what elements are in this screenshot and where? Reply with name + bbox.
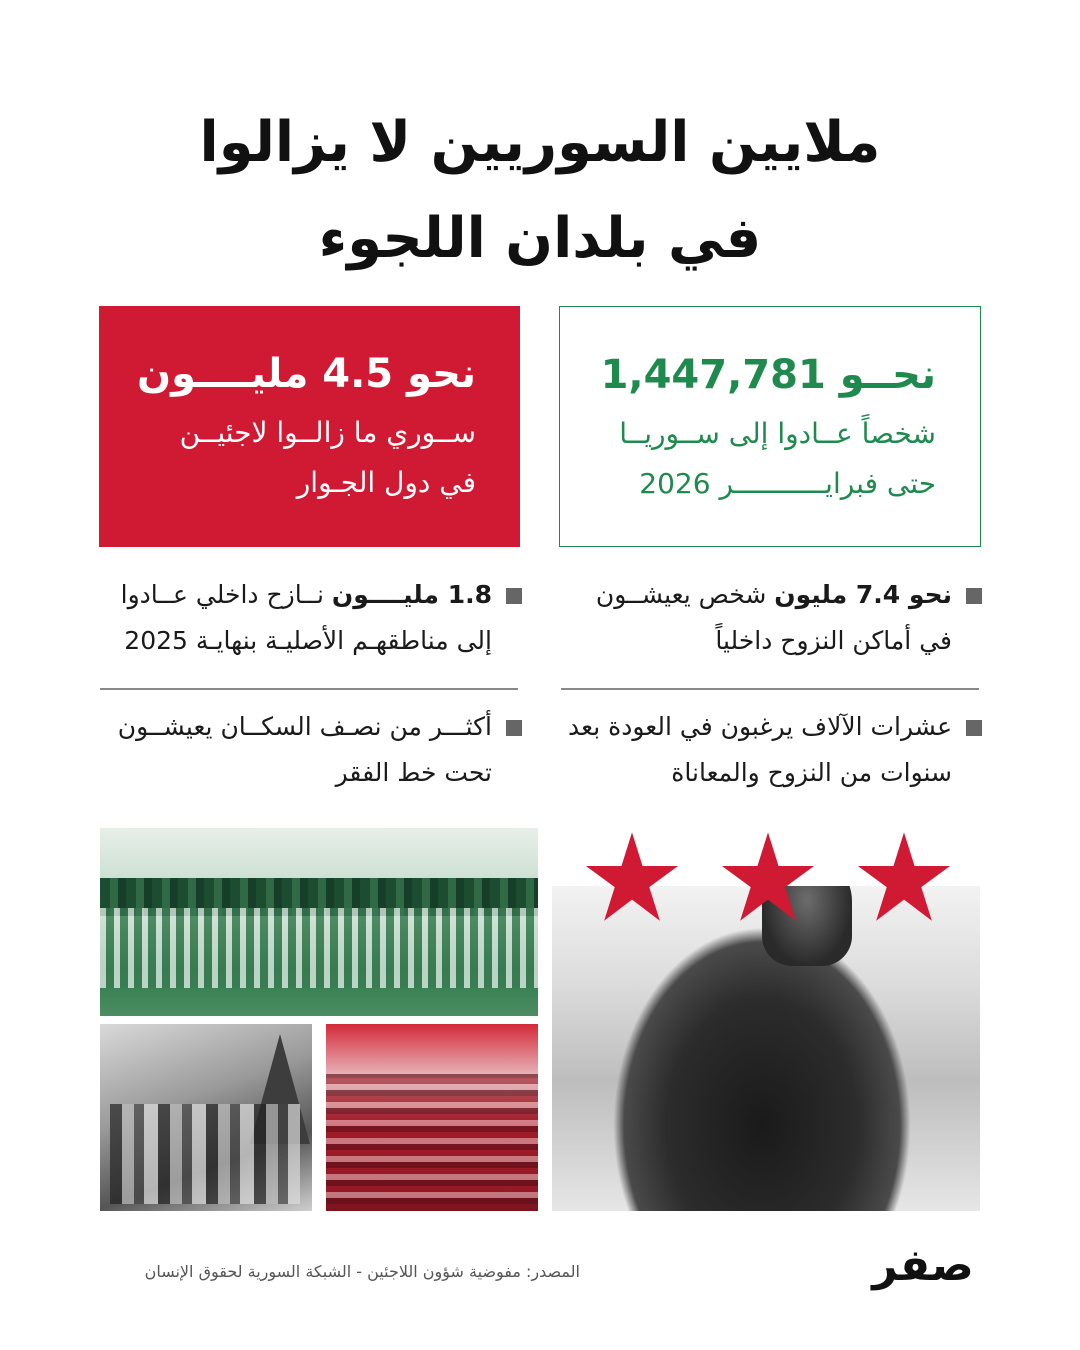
bullet-wish-return-line-1: عشرات الآلاف يرغبون في العودة بعد [568,712,952,741]
refugees-line-2: في دول الجـوار [296,466,476,499]
square-bullet-icon [966,588,982,604]
refugees-subtext [129,408,476,508]
source-note: المصدر: مفوضية شؤون اللاجئين - الشبكة السورية لحقوق الإنسان [144,1262,580,1281]
returnees-subtext [590,409,936,509]
bullet-idp-returned-rest: نــازح داخلي عــادوا [120,580,332,609]
returnees-prefix: نحــو [839,352,936,398]
returnees-line-2: حتى فبرايـــــــــــر 2026 [639,467,936,500]
returnees-line-1: شخصاً عــادوا إلى ســوريــا [619,417,936,450]
title-line-1: ملايين السوريين لا يزالوا [199,110,881,175]
bullet-poverty-line-2: تحت خط الفقر [335,758,492,787]
bullet-wish-return-text [568,704,952,796]
bullet-idp-returned-line-2: إلى مناطقهـم الأصليـة بنهايـة 2025 [124,626,492,655]
bullet-idp-living-bold: نحو 7.4 مليون [774,580,952,609]
photo-camp [100,1024,312,1211]
square-bullet-icon [966,720,982,736]
bullet-poverty-line-1: أكثـــر من نصـف السكــان يعيشــون [117,712,492,741]
bullet-poverty [92,704,522,796]
page-title [60,95,1020,287]
bullet-idp-living-rest: شخص يعيشــون [595,580,775,609]
bullet-idp-living [552,572,982,664]
bullet-wish-return [552,704,982,796]
refugees-headline: نحو 4.5 مليــــون [137,351,476,397]
refugees-line-1: ســوري ما زالــوا لاجئيــن [179,416,476,449]
bullet-idp-returned-text [121,572,492,664]
red-star-icon [720,832,816,924]
bullet-idp-living-line-2: في أماكن النزوح داخلياً [715,626,952,655]
refugees-card [99,306,520,547]
divider-left [100,688,518,690]
square-bullet-icon [506,720,522,736]
returnees-headline [590,347,936,403]
bullet-poverty-text [118,704,492,796]
bullet-wish-return-line-2: سنوات من النزوح والمعاناة [671,758,952,787]
square-bullet-icon [506,588,522,604]
returnees-card [559,306,981,547]
bullet-idp-returned-bold: 1.8 مليــــون [331,580,492,609]
bullet-idp-living-text [596,572,952,664]
red-star-icon [856,832,952,924]
red-star-icon [584,832,680,924]
returnees-number: 1,447,781 [600,352,826,398]
photo-displaced-crowd [326,1024,538,1211]
photo-border-crowd [100,828,538,1016]
title-line-2: في بلدان اللجوء [318,206,762,271]
brand-logo: صفر [872,1240,974,1291]
photo-woman-blanket [552,886,980,1211]
bullet-idp-returned [92,572,522,664]
divider-right [561,688,979,690]
